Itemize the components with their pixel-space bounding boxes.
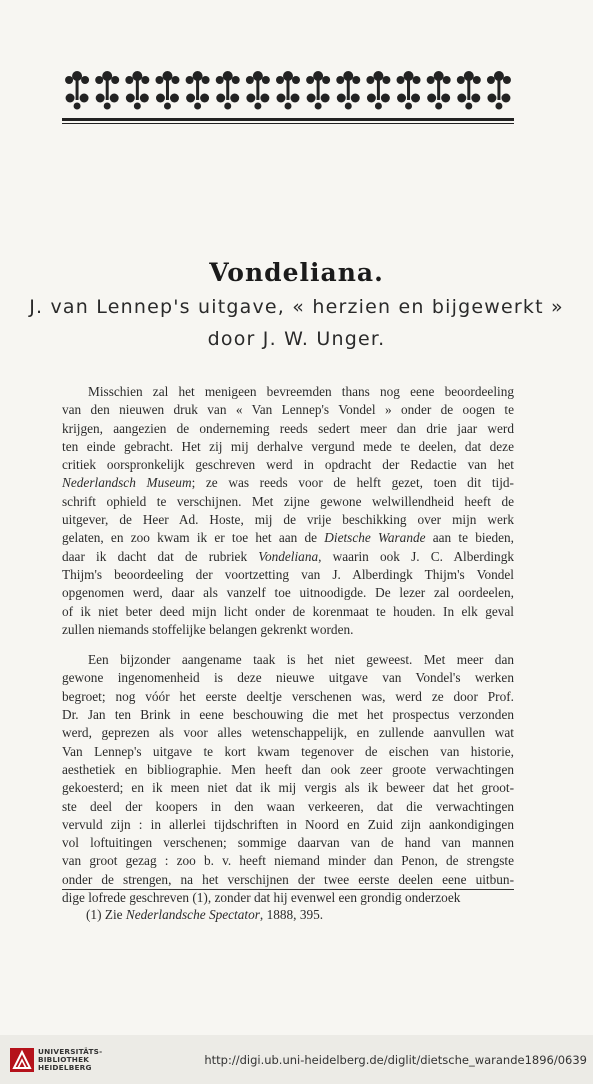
text-run: critiek oorspronkelijk geschreven werd in opdracht der Redactie van het xyxy=(62,457,514,473)
text-run: ste deel der koopers in den waan verkeeren, dat die verwachtingen xyxy=(62,798,514,814)
text-run: werd, geprezen als voor alles wetenschappelijk, en zullende aanvullen wat xyxy=(62,725,514,741)
text-line xyxy=(62,798,514,816)
text-run: van den nieuwen druk van « Van Lennep's Vondel » onder de oogen te xyxy=(62,402,514,418)
text-line xyxy=(62,724,514,742)
text-run: vervuld zijn : in allerlei tijdschriften in Noord en Zuid zijn aankondigingen xyxy=(62,816,514,832)
institution-line-1: UNIVERSITÄTS- xyxy=(38,1047,103,1056)
text-run: uitgever, de Heer Ad. Hoste, mij de vrije beschikking over mijn werk xyxy=(62,512,514,528)
italic-title: Nederlandsche Spectator xyxy=(125,907,260,922)
text-line xyxy=(62,420,514,438)
ornament-motif xyxy=(95,71,119,110)
ornament-motif xyxy=(366,71,390,110)
text-line xyxy=(62,474,514,492)
ornament-motif xyxy=(306,71,330,110)
ornament-motif xyxy=(487,71,511,110)
text-line xyxy=(62,889,514,907)
text-run: vol loftuitingen verschenen; sommige daarvan van de hand van mannen xyxy=(62,835,514,851)
decorative-header-ornament xyxy=(62,62,514,126)
ornament-motif xyxy=(216,71,240,110)
ornament-motif xyxy=(276,71,300,110)
article-subtitle: J. van Lennep's uitgave, « herzien en bijgewerkt » xyxy=(29,296,564,318)
text-line xyxy=(62,438,514,456)
text-run: daar ik dacht dat de rubriek xyxy=(62,548,259,564)
text-run: Een bijzonder aangename taak is het niet geweest. Met meer dan xyxy=(88,652,514,668)
text-line xyxy=(62,816,514,834)
ornament-motif xyxy=(397,71,421,110)
text-line xyxy=(62,383,514,401)
text-line xyxy=(62,852,514,870)
text-run: Van Lennep's uitgave te kort kwam tegenover de eischen van historie, xyxy=(62,743,514,759)
institution-name xyxy=(38,1048,102,1073)
text-run: gekoesterd; en ik meen niet dat ik mij vergis als ik beweer dat het groot- xyxy=(62,780,514,796)
italic-title: Nederlandsch Museum xyxy=(62,475,192,491)
text-run: onder de strengen, na het verschijnen der twee eerste deelen eene uitbun- xyxy=(62,871,514,887)
footnote xyxy=(86,907,516,923)
text-run: schrift ophield te verschijnen. Met zijne gewone welwillendheid heeft de xyxy=(62,493,514,509)
text-run: ; ze was reeds voor de helft gezet, toen dit tijd- xyxy=(191,475,514,491)
text-line xyxy=(62,511,514,529)
text-run: Dr. Jan ten Brink in eene beschouwing die met het prospectus verzonden xyxy=(62,707,514,723)
text-run: begroet; nog vóór het eerste deeltje verschenen was, werd ze door Prof. xyxy=(62,688,514,704)
text-line xyxy=(62,584,514,602)
text-line xyxy=(62,706,514,724)
text-line xyxy=(62,669,514,687)
ornament-motif xyxy=(246,71,270,110)
page-title: Vondeliana. xyxy=(209,258,384,287)
text-line xyxy=(62,743,514,761)
text-line xyxy=(62,761,514,779)
text-line xyxy=(62,548,514,566)
text-line xyxy=(62,621,514,639)
footnote-separator xyxy=(62,889,514,890)
text-run: ten einde gebracht. Het zij mij derhalve vergund mede te deelen, dat deze xyxy=(62,438,514,454)
text-run: Thijm's beoordeeling der voortzetting van J. Alberdingk Thijm's Vondel xyxy=(62,566,514,582)
text-line xyxy=(62,871,514,889)
ornament-motif xyxy=(125,71,149,110)
italic-title: Vondeliana xyxy=(258,548,319,564)
text-line xyxy=(62,456,514,474)
text-line xyxy=(62,834,514,852)
text-run: zullen niemands stoffelijke belangen gekrenkt worden. xyxy=(62,621,354,637)
ornament-motif xyxy=(336,71,360,110)
ornament-motif xyxy=(155,71,179,110)
text-line xyxy=(62,566,514,584)
ornament-motif xyxy=(457,71,481,110)
library-footer xyxy=(0,1035,593,1084)
author-line: door J. W. Unger. xyxy=(207,328,386,350)
text-run: , waarin ook J. C. Alberdingk xyxy=(318,548,515,564)
institution-line-3: HEIDELBERG xyxy=(38,1063,92,1073)
italic-title: Dietsche Warande xyxy=(324,530,426,546)
text-line xyxy=(62,688,514,706)
institution-line-2: BIBLIOTHEK xyxy=(38,1055,90,1065)
text-run: aesthetiek en bibliographie. Men heeft dan ook zeer groote verwachtingen xyxy=(62,761,514,777)
article-body xyxy=(62,383,514,907)
ornament-motif xyxy=(65,71,89,110)
text-line xyxy=(62,603,514,621)
ornament-rule xyxy=(62,118,514,121)
text-run: opgenomen werd, daar als vanzelf toe uitnoodigde. De lezer zal oordeelen, xyxy=(62,585,514,601)
text-line xyxy=(62,401,514,419)
text-line xyxy=(62,651,514,669)
permalink-url[interactable]: http://digi.ub.uni-heidelberg.de/diglit/dietsche_warande1896/0639 xyxy=(204,1053,587,1067)
text-run: aan te bieden, xyxy=(425,530,514,546)
text-run: van groot gezag : zoo b. v. heeft niemand minder dan Penon, de strengste xyxy=(62,853,514,869)
paragraph-gap xyxy=(62,639,514,651)
text-run: , 1888, 395. xyxy=(259,907,324,922)
text-line xyxy=(62,779,514,797)
text-line xyxy=(62,529,514,547)
text-run: krijgen, aangezien de onderneming reeds sedert meer dan drie jaar werd xyxy=(62,420,514,436)
text-run: gewone ingenomenheid is deze nieuwe uitgave van Vondel's werken xyxy=(62,670,514,686)
text-run: dige lofrede geschreven (1), zonder dat hij evenwel een grondig onderzoek xyxy=(62,890,461,906)
ornament-rule-thin xyxy=(62,123,514,124)
ornament-motif xyxy=(186,71,210,110)
ornament-motif xyxy=(427,71,451,110)
text-line xyxy=(62,493,514,511)
text-run: of ik niet beter deed mijn licht onder de korenmaat te houden. In elk geval xyxy=(62,603,514,619)
text-run: Misschien zal het menigeen bevreemden thans nog eene beoordeeling xyxy=(88,384,514,399)
text-run: (1) Zie xyxy=(86,907,126,922)
university-library-logo xyxy=(10,1048,34,1072)
text-run: gelaten, en zoo kwam ik er toe het aan de xyxy=(62,530,325,546)
